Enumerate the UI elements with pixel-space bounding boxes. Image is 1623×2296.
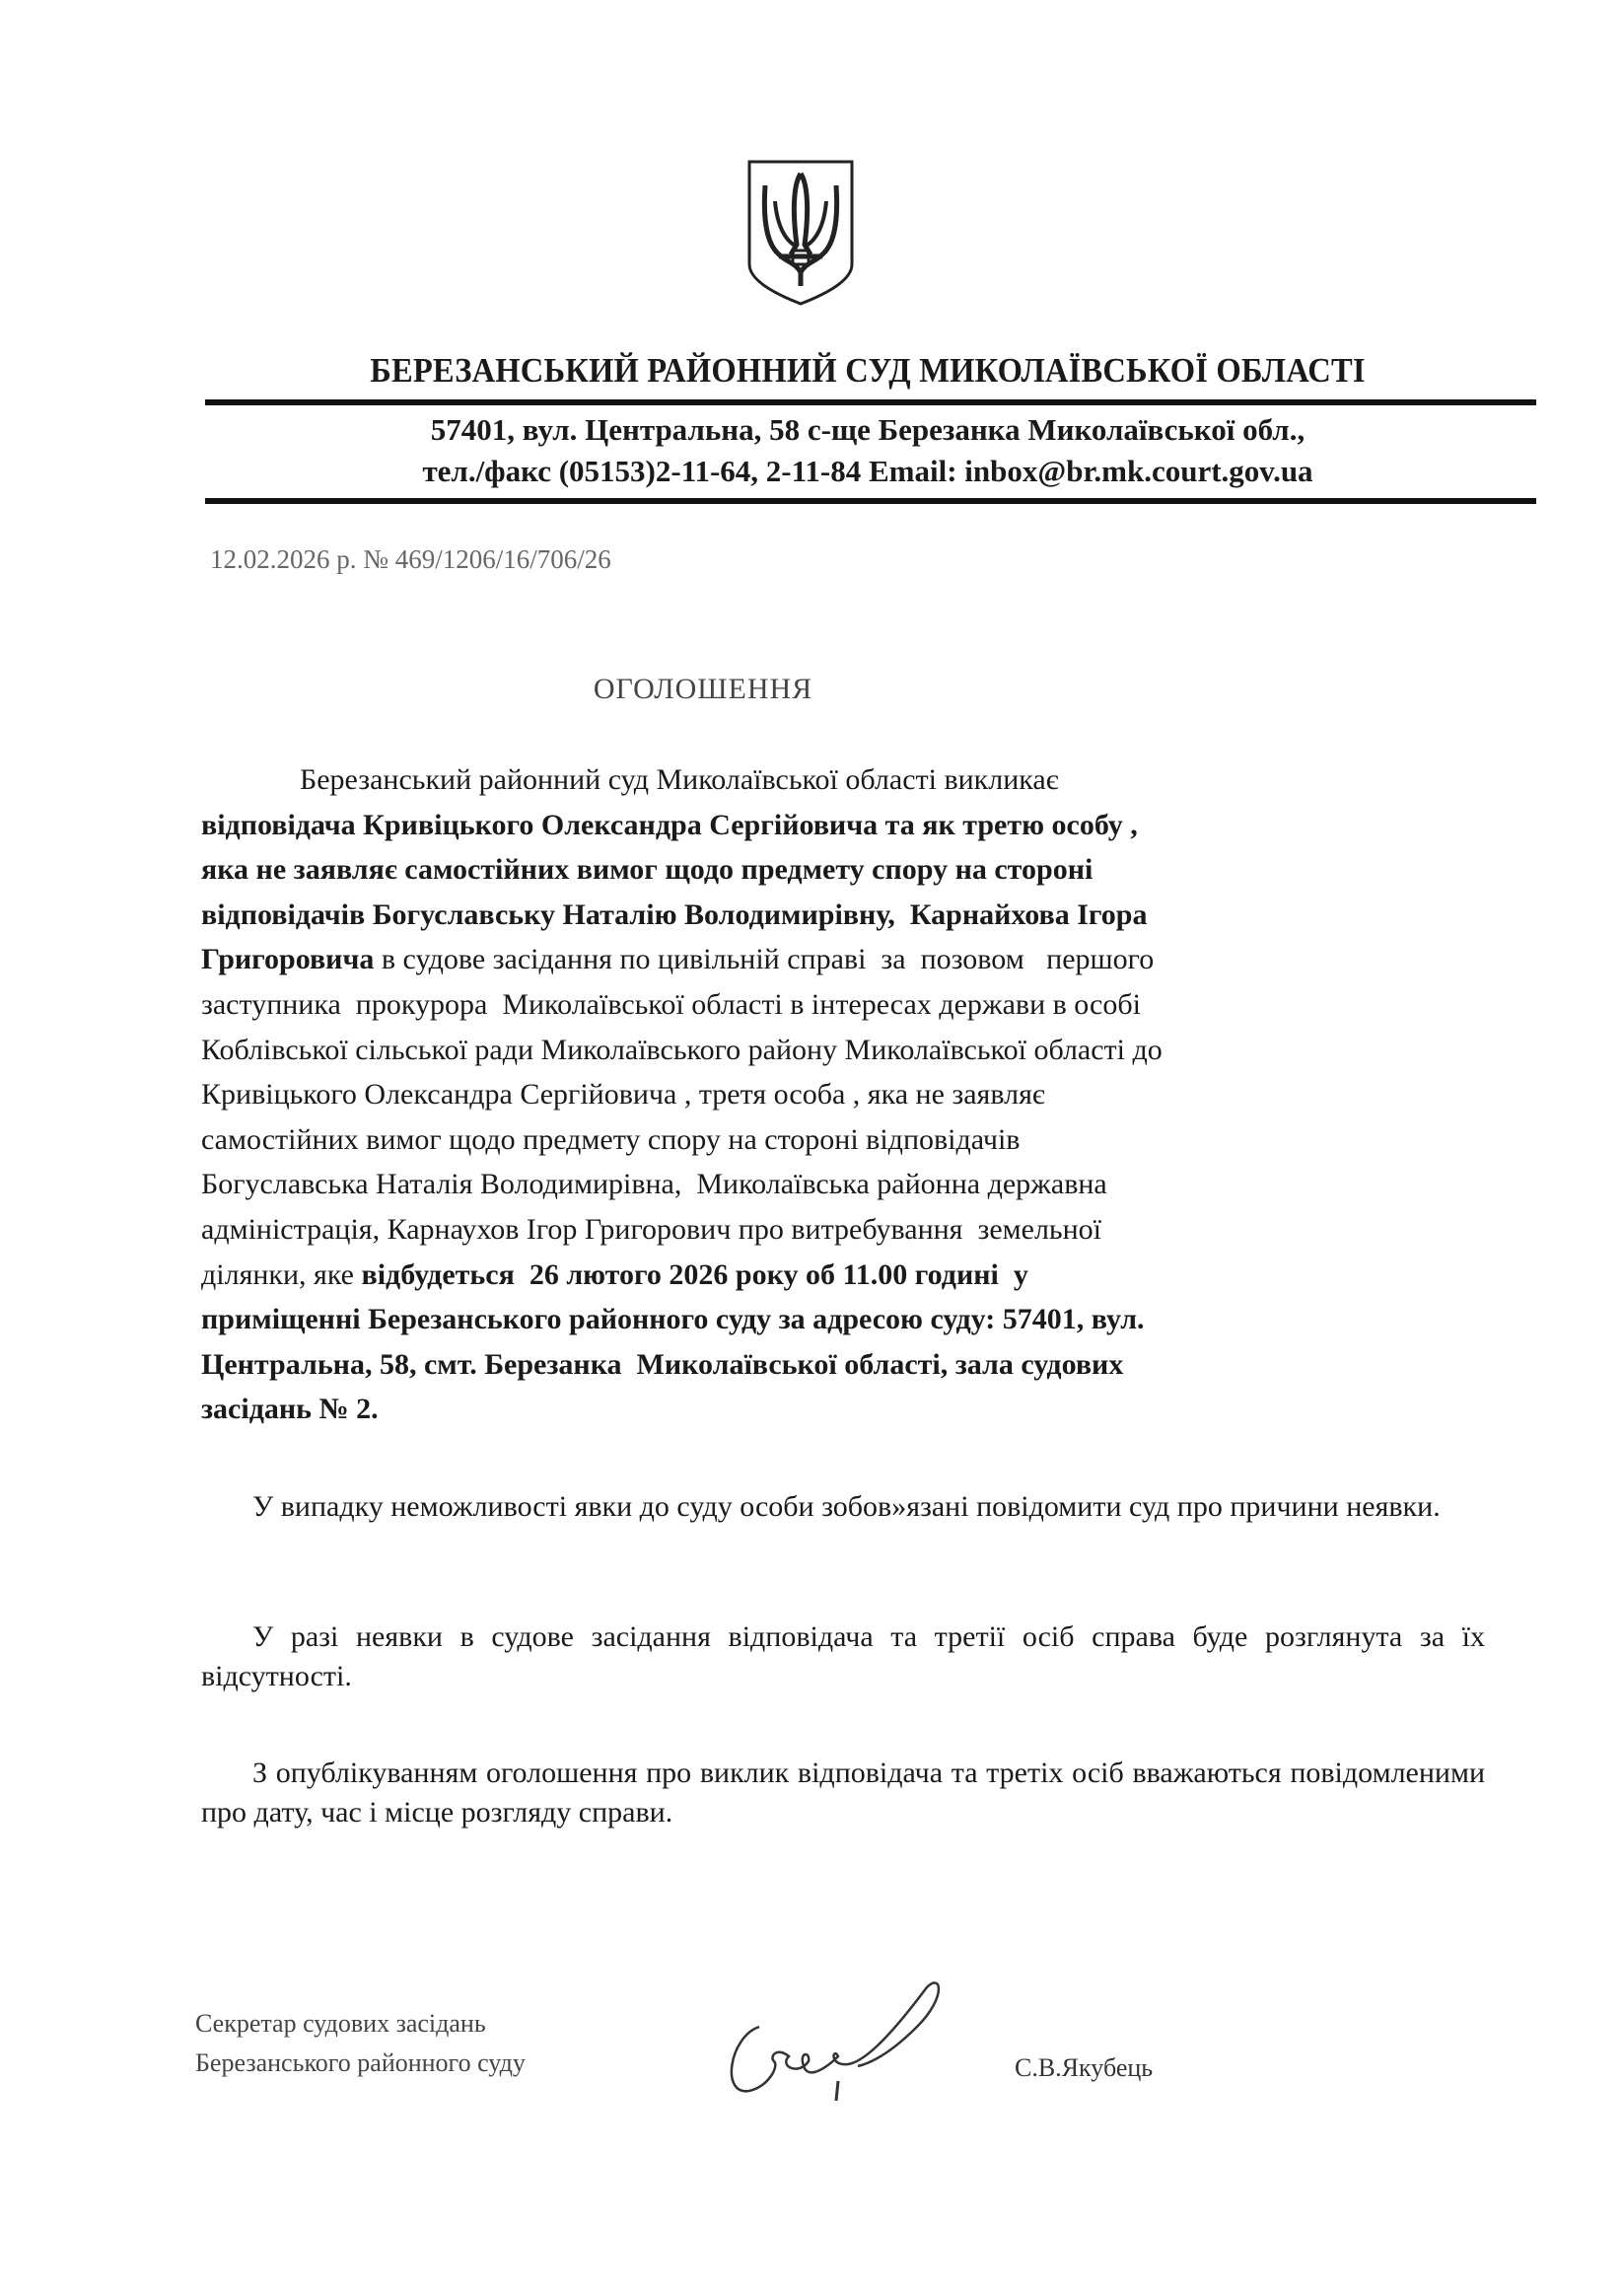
header-divider — [205, 399, 1536, 405]
position-line: Березанського районного суду — [195, 2048, 526, 2077]
paragraph-line — [201, 1387, 1503, 1432]
paragraph-line — [201, 1342, 1503, 1388]
court-address: 57401, вул. Центральна, 58 с-ще Березанка Миколаївської обл., — [430, 412, 1305, 447]
bold-text: яка не заявляє самостійних вимог щодо предмету спору на стороні — [201, 853, 1094, 887]
paragraph-line — [201, 937, 1503, 982]
paragraph-line — [201, 1162, 1503, 1207]
bold-text: відповідачів Богуславську Наталію Володимирівну, Карнайхова Ігора — [201, 897, 1148, 931]
paragraph-line — [201, 803, 1503, 848]
bold-text: приміщенні Березанського районного суду за адресою суду: 57401, вул. — [201, 1303, 1145, 1336]
paragraph-line — [201, 847, 1503, 893]
bold-text: відповідача Кривіцького Олександра Сергійовича та як третю особу , — [201, 808, 1138, 841]
paragraph-absence — [201, 1487, 1485, 1527]
coat-of-arms-icon — [741, 156, 860, 309]
paragraph-nonappearance — [201, 1617, 1485, 1696]
paragraph-line — [201, 1072, 1503, 1117]
text: ділянки, яке — [201, 1257, 362, 1291]
paragraph-line — [201, 1028, 1503, 1073]
court-name: БЕРЕЗАНСЬКИЙ РАЙОННИЙ СУД МИКОЛАЇВСЬКОЇ ОБЛАСТІ — [370, 351, 1366, 390]
paragraph-line — [201, 893, 1503, 938]
bold-text: Григоровича — [201, 943, 375, 976]
paragraph-line — [201, 982, 1503, 1028]
text: Богуславська Наталія Володимирівна, Миколаївська районна державна — [201, 1168, 1107, 1201]
paragraph-line — [201, 1253, 1503, 1298]
text: самостійних вимог щодо предмету спору на стороні відповідачів — [201, 1122, 1021, 1156]
position-line: Секретар судових засідань — [195, 2009, 486, 2038]
text: заступника прокурора Миколаївської області в інтересах держави в особі — [201, 987, 1141, 1021]
paragraph-line — [201, 757, 1503, 803]
paragraph-line — [201, 1117, 1503, 1163]
paragraph-text: У разі неявки в судове засідання відповідача та третії осіб справа буде розглянута за їх відсутності. — [201, 1620, 1485, 1692]
paragraph-line — [201, 1297, 1503, 1342]
bold-text: засідань № 2. — [201, 1393, 379, 1426]
paragraph-publication — [201, 1754, 1485, 1832]
paragraph-text: У випадку неможливості явки до суду особи зобов»язані повідомити суд про причини неявки. — [252, 1490, 1441, 1523]
text: Коблівської сільської ради Миколаївського району Миколаївської області до — [201, 1033, 1163, 1066]
court-contacts: тел./факс (05153)2-11-64, 2-11-84 Email: inbox@br.mk.court.gov.ua — [422, 454, 1313, 488]
handwritten-signature — [700, 1968, 966, 2116]
paragraph-text: З опублікуванням оголошення про виклик відповідача та третіх осіб вважаються повідомленими про дату, час і місце розгляду справи. — [201, 1757, 1485, 1829]
signatory-position — [195, 2004, 526, 2083]
main-paragraph — [201, 757, 1503, 1432]
bold-text: відбудеться 26 лютого 2026 року об 11.00 годині у — [361, 1257, 1028, 1291]
signatory-name: С.В.Якубець — [1015, 2053, 1154, 2082]
text: Кривіцького Олександра Сергійовича , третя особа , яка не заявляє — [201, 1078, 1045, 1112]
text: Березанський районний суд Миколаївської області викликає — [300, 763, 1059, 796]
document-reference: 12.02.2026 р. № 469/1206/16/706/26 — [210, 544, 611, 574]
text: в судове засідання по цивільній справі за позовом першого — [374, 943, 1155, 976]
text: адміністрація, Карнаухов Ігор Григорович про витребування земельної — [201, 1212, 1101, 1246]
header-divider — [205, 498, 1536, 504]
document-heading: ОГОЛОШЕННЯ — [593, 673, 813, 705]
bold-text: Центральна, 58, смт. Березанка Миколаївської області, зала судових — [201, 1347, 1124, 1381]
paragraph-line — [201, 1207, 1503, 1253]
